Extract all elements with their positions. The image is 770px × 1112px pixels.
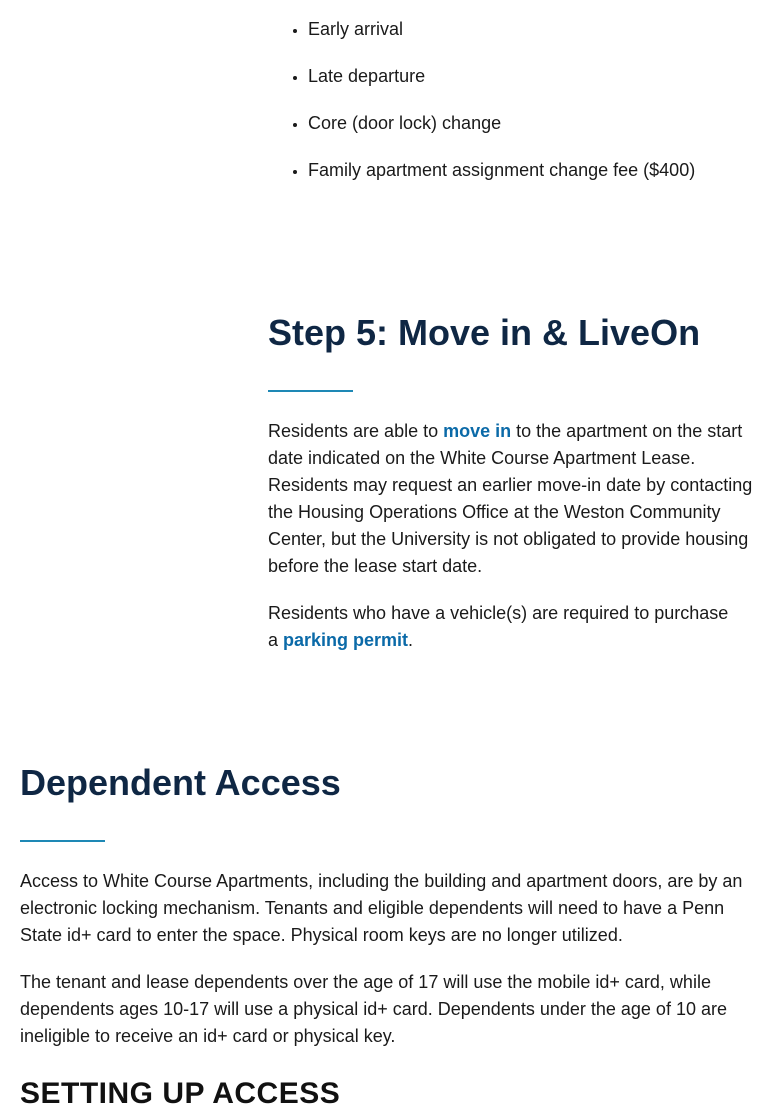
dependent-access-heading: Dependent Access	[20, 762, 341, 803]
list-item: • Early arrival	[308, 14, 748, 45]
fee-list	[268, 14, 748, 202]
step5-heading-underline	[268, 390, 353, 392]
list-item: • Core (door lock) change	[308, 108, 748, 139]
move-in-link[interactable]: move in	[443, 421, 512, 441]
move-in-text-before: Residents are able to	[268, 421, 444, 441]
setting-up-access-heading: SETTING UP ACCESS	[20, 1077, 341, 1110]
parking-permit-link[interactable]: parking permit	[283, 630, 409, 650]
parking-text-before: Residents who have a vehicle(s) are required to purchase a	[268, 603, 729, 650]
move-in-text-after: to the apartment on the start date indicated on the White Course Apartment Lease. Residents may request an earlier move-in date by contacting the Housing Operations Office at the Weston Community Center, but the University is not obligated to provide housing before the lease start date.	[268, 421, 753, 576]
dependent-access-paragraph-1: Access to White Course Apartments, including the building and apartment doors, are by an electronic locking mechanism. Tenants and eligible dependents will need to have a Penn State id+ card to enter the space. Physical room keys are no longer utilized.	[20, 871, 743, 945]
parking-paragraph	[268, 600, 738, 654]
parking-text-after: .	[408, 630, 414, 650]
list-item: • Family apartment assignment change fee ($400)	[308, 155, 748, 186]
step5-heading: Step 5: Move in & LiveOn	[268, 312, 701, 353]
move-in-paragraph	[268, 418, 753, 580]
dependent-access-paragraph-2: The tenant and lease dependents over the age of 17 will use the mobile id+ card, while dependents ages 10-17 will use a physical id+ card. Dependents under the age of 10 are ineligible to receive an id+ card or physical key.	[20, 972, 727, 1046]
dependent-access-heading-underline	[20, 840, 105, 842]
list-item: • Late departure	[308, 61, 748, 92]
